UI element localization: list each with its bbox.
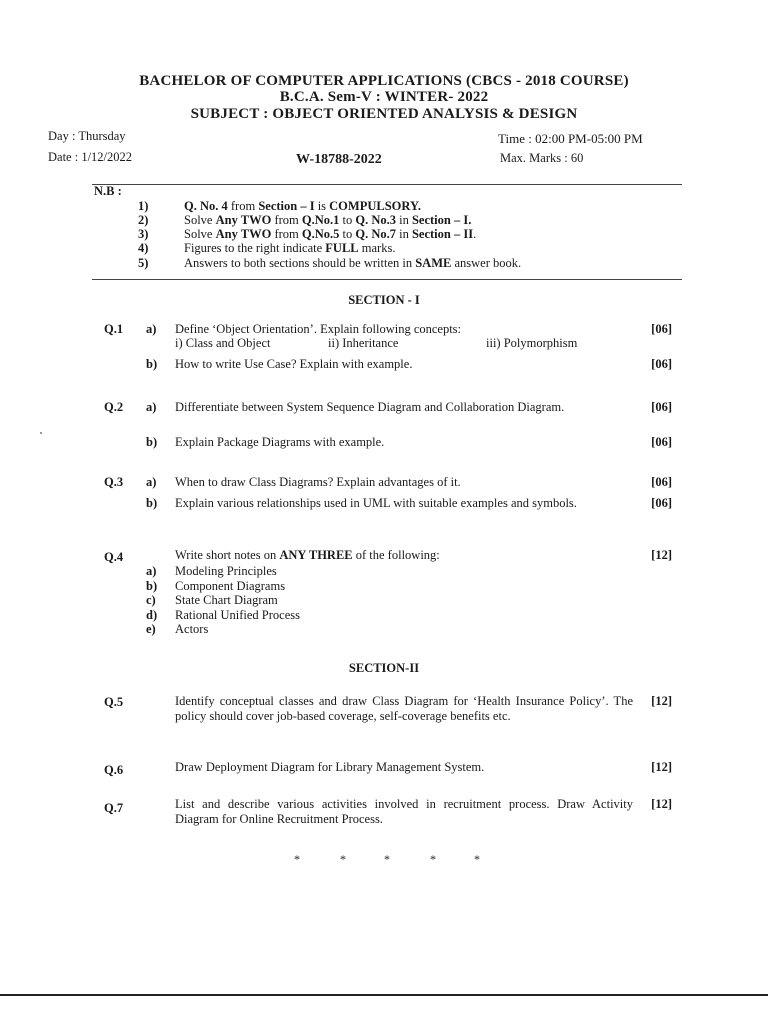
instruction-text: Figures to the right indicate FULL marks.: [184, 241, 396, 255]
instruction-text: Answers to both sections should be written in SAME answer book.: [184, 256, 522, 270]
nb-label: N.B :: [94, 184, 122, 198]
divider-top: [92, 184, 682, 185]
note-item-text: Modeling Principles: [175, 564, 277, 578]
page-bottom-edge: [0, 994, 768, 996]
exam-date: Date : 1/12/2022: [48, 150, 133, 164]
note-item-label: b): [146, 578, 158, 593]
note-item-label: a): [146, 564, 157, 578]
question-number: Q.6: [104, 763, 124, 777]
subquestion-label: a): [146, 322, 157, 336]
subquestion-label: b): [146, 496, 158, 510]
end-star: *: [384, 852, 390, 866]
subquestion-label: b): [146, 435, 158, 449]
question-marks: [12]: [651, 760, 672, 774]
question-number: Q.2: [104, 400, 124, 414]
paper-code: W-18788-2022: [296, 152, 382, 167]
instruction-number: 5): [138, 256, 149, 270]
question-text: When to draw Class Diagrams? Explain advantages of it.: [175, 475, 461, 489]
subquestion-label: b): [146, 357, 158, 371]
section-2-title: SECTION-II: [348, 661, 420, 675]
concept-item: ii) Inheritance: [328, 336, 399, 350]
note-item-text: Rational Unified Process: [175, 607, 300, 622]
section-1-title: SECTION - I: [348, 293, 420, 307]
question-text: Define ‘Object Orientation’. Explain following concepts:: [175, 322, 462, 336]
question-marks: [06]: [651, 435, 672, 449]
course-title: BACHELOR OF COMPUTER APPLICATIONS (CBCS - 2018 COURSE): [139, 73, 629, 89]
question-number: Q.4: [104, 550, 124, 564]
question-marks: [12]: [651, 694, 672, 708]
subquestion-label: a): [146, 475, 157, 489]
question-number: Q.5: [104, 695, 124, 709]
question-number: Q.3: [104, 475, 124, 489]
instruction-text: Solve Any TWO from Q.No.1 to Q. No.3 in Section – I.: [184, 213, 472, 227]
end-star: *: [294, 852, 300, 866]
question-marks: [12]: [651, 548, 672, 562]
question-text: Identify conceptual classes and draw Class Diagram for ‘Health Insurance Policy’. The policy should cover job-based coverage, self-coverage benefits etc.: [175, 694, 633, 723]
subquestion-label: a): [146, 400, 157, 414]
question-text: Differentiate between System Sequence Diagram and Collaboration Diagram.: [175, 400, 565, 414]
max-marks: Max. Marks : 60: [500, 151, 584, 165]
question-text: Explain Package Diagrams with example.: [175, 435, 385, 449]
question-text: Explain various relationships used in UML with suitable examples and symbols.: [175, 496, 577, 510]
note-item-label: d): [146, 607, 158, 622]
question-marks: [06]: [651, 322, 672, 336]
question-marks: [06]: [651, 496, 672, 510]
end-star: *: [340, 852, 346, 866]
question-marks: [06]: [651, 357, 672, 371]
instruction-text: Solve Any TWO from Q.No.5 to Q. No.7 in Section – II.: [184, 227, 477, 241]
subject-title: SUBJECT : OBJECT ORIENTED ANALYSIS & DESIGN: [190, 106, 578, 122]
note-item-label: e): [146, 622, 156, 636]
instruction-number: 3): [138, 227, 149, 241]
end-star: *: [430, 852, 436, 866]
divider-bottom: [92, 279, 682, 280]
end-star: *: [474, 852, 480, 866]
semester-line: B.C.A. Sem-V : WINTER- 2022: [279, 89, 489, 105]
exam-time: Time : 02:00 PM-05:00 PM: [498, 131, 643, 146]
question-marks: [06]: [651, 475, 672, 489]
note-item-label: c): [146, 593, 156, 607]
question-marks: [12]: [651, 797, 672, 811]
scan-speck: [40, 432, 42, 434]
concept-item: iii) Polymorphism: [486, 336, 578, 350]
note-item-text: State Chart Diagram: [175, 593, 278, 607]
note-item-text: Component Diagrams: [175, 578, 286, 593]
question-marks: [06]: [651, 400, 672, 414]
exam-day: Day : Thursday: [48, 129, 126, 143]
concept-item: i) Class and Object: [175, 336, 271, 350]
instruction-number: 2): [138, 213, 149, 227]
note-item-text: Actors: [175, 622, 209, 636]
question-text: Draw Deployment Diagram for Library Management System.: [175, 760, 485, 774]
question-text: How to write Use Case? Explain with example.: [175, 357, 413, 371]
question-text: Write short notes on ANY THREE of the following:: [175, 548, 440, 562]
instruction-text: Q. No. 4 from Section – I is COMPULSORY.: [184, 199, 421, 213]
question-number: Q.1: [104, 322, 124, 336]
question-text: List and describe various activities involved in recruitment process. Draw Activity Diagram for Online Recruitment Process.: [175, 797, 633, 826]
instruction-number: 4): [138, 241, 149, 255]
instruction-number: 1): [138, 199, 149, 213]
question-number: Q.7: [104, 801, 124, 815]
